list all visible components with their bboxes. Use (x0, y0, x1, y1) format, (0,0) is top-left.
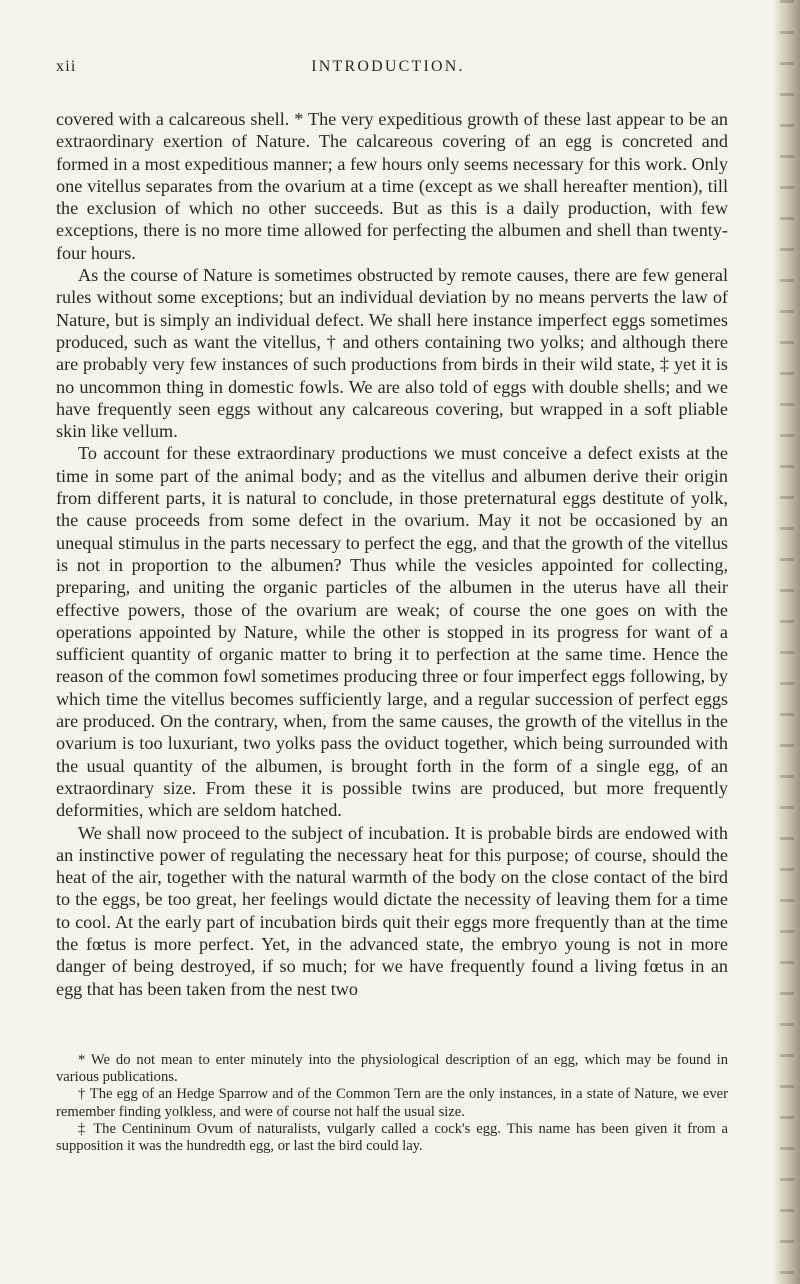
running-head: INTRODUCTION. (311, 58, 465, 75)
paragraph: To account for these extraordinary productions we must conceive a defect exists at the time in some part of the animal body; and as the vitellus and albumen derive their origin from different parts, it is natural to conclude, in those preternatural eggs destitute of yolk, the cause proceeds from some defect in the ovarium. May it not be occasioned by an unequal stimulus in the parts necessary to perfect the egg, and that the growth of the vitellus is not in proportion to the albumen? Thus while the vesicles appointed for collecting, preparing, and uniting the organic particles of the albumen in the uterus have all their effective powers, those of the ovarium are weak; of course the one goes on with the operations appointed by Nature, while the other is stopped in its progress for want of a sufficient quantity of organic matter to bring it to perfection at the same time. Hence the reason of the common fowl sometimes producing three or four imperfect eggs following, by which time the vitellus becomes sufficiently large, and a regular succession of perfect eggs are produced. On the contrary, when, from the same causes, the growth of the vitellus in the ovarium is too luxuriant, two yolks pass the oviduct together, which being surrounded with the usual quantity of the albumen, is brought forth in the form of a single egg, of an extraordinary size. From these it is possible twins are produced, but more frequently deformities, which are seldom hatched. (56, 443, 728, 821)
paragraph: As the course of Nature is sometimes obstructed by remote causes, there are few general rules without some exceptions; but an individual deviation by no means perverts the law of Nature, but is simply an individual defect. We shall here instance imperfect eggs sometimes produced, such as want the vitellus, † and others containing two yolks; and although there are probably very few instances of such productions from birds in their wild state, ‡ yet it is no uncommon thing in domestic fowls. We are also told of eggs with double shells; and we have frequently seen eggs without any calcareous covering, but wrapped in a soft pliable skin like vellum. (56, 265, 728, 442)
paragraph: covered with a calcareous shell. * The very expeditious growth of these last appear to be an extraordinary exertion of Nature. The calcareous covering of an egg is concreted and formed in a most expeditious manner; a few hours only seems necessary for this work. Only one vitellus separates from the ovarium at a time (except as we shall hereafter mention), till the exclusion of which no other succeeds. But as this is a daily production, with few exceptions, there is no more time allowed for perfecting the albumen and shell than twenty-four hours. (56, 109, 728, 263)
footnote: ‡ The Centininum Ovum of naturalists, vulgarly called a cock's egg. This name has been given it from a supposition it was the hundredth egg, or last the bird could lay. (56, 1120, 728, 1155)
footnotes (56, 1052, 728, 1155)
page-number: xii (56, 58, 77, 75)
body-text (56, 108, 728, 1000)
page-header (56, 58, 720, 80)
footnote: * We do not mean to enter minutely into the physiological description of an egg, which may be found in various publications. (56, 1052, 728, 1086)
page-edge-marks (780, 0, 794, 1284)
paragraph: We shall now proceed to the subject of incubation. It is probable birds are endowed with an instinctive power of regulating the necessary heat for this purpose; of course, should the heat of the air, together with the natural warmth of the body on the close contact of the bird to the eggs, be too great, her feelings would dictate the necessity of leaving them for a time to cool. At the early part of incubation birds quit their eggs more frequently than at the time the fœtus is more perfect. Yet, in the advanced state, the embryo young is not in more danger of being destroyed, if so much; for we have frequently found a living fœtus in an egg that has been taken from the nest two (56, 822, 728, 999)
footnote: † The egg of an Hedge Sparrow and of the Common Tern are the only instances, in a state of Nature, we ever remember finding yolkless, and were of course not half the usual size. (56, 1086, 728, 1120)
